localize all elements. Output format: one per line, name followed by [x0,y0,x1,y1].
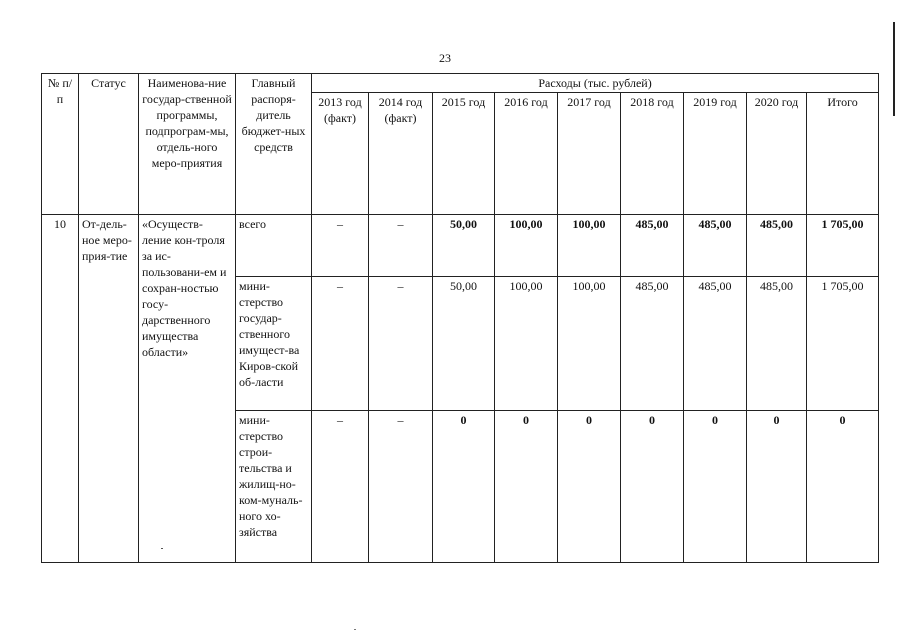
header-year-2014: 2014 год (факт) [369,93,433,215]
header-name: Наименова-ние государ-ственной программы, подпрограм-мы, отдель-ного меро-приятия [139,74,236,215]
value-cell-total: 0 [807,411,879,563]
value-cell: 485,00 [747,277,807,411]
header-expenses: Расходы (тыс. рублей) [312,74,879,93]
row-name: «Осуществ-ление кон-троля за ис-пользовани-ем и сохран-ностью госу-дарственного имущества области» [139,215,236,563]
value-cell: – [312,215,369,277]
value-cell-total: 1 705,00 [807,215,879,277]
value-cell: 0 [433,411,495,563]
scan-edge-line [893,22,895,116]
value-cell: – [312,411,369,563]
value-cell: 485,00 [747,215,807,277]
value-cell: 100,00 [495,215,558,277]
value-cell: 0 [621,411,684,563]
value-cell: 0 [558,411,621,563]
value-cell: 485,00 [621,215,684,277]
header-num: № п/п [42,74,79,215]
header-year-2016: 2016 год [495,93,558,215]
header-total: Итого [807,93,879,215]
header-manager: Главный распоря-дитель бюджет-ных средств [236,74,312,215]
value-cell: 485,00 [621,277,684,411]
header-year-2020: 2020 год [747,93,807,215]
value-cell: 0 [684,411,747,563]
header-year-2018: 2018 год [621,93,684,215]
value-cell: 100,00 [495,277,558,411]
value-cell-total: 1 705,00 [807,277,879,411]
header-year-2013: 2013 год (факт) [312,93,369,215]
value-cell: 0 [495,411,558,563]
value-cell: – [369,411,433,563]
value-cell: 485,00 [684,215,747,277]
header-year-2017: 2017 год [558,93,621,215]
value-cell: – [312,277,369,411]
header-year-2019: 2019 год [684,93,747,215]
row-num: 10 [42,215,79,563]
manager-property-ministry: мини-стерство государ-ственного имущест-ва Киров-ской об-ласти [236,277,312,411]
value-cell: 100,00 [558,215,621,277]
value-cell: 50,00 [433,277,495,411]
manager-total: всего [236,215,312,277]
budget-table [41,73,879,563]
value-cell: 100,00 [558,277,621,411]
value-cell: 50,00 [433,215,495,277]
row-status: От-дель-ное меро-прия-тие [79,215,139,563]
manager-construction-ministry: мини-стерство строи-тельства и жилищ-но-ком-муналь-ного хо-зяйства [236,411,312,563]
value-cell: 485,00 [684,277,747,411]
header-year-2015: 2015 год [433,93,495,215]
header-status: Статус [79,74,139,215]
scan-speck [354,629,356,630]
value-cell: – [369,215,433,277]
page-number: 23 [439,51,451,65]
value-cell: 0 [747,411,807,563]
value-cell: – [369,277,433,411]
